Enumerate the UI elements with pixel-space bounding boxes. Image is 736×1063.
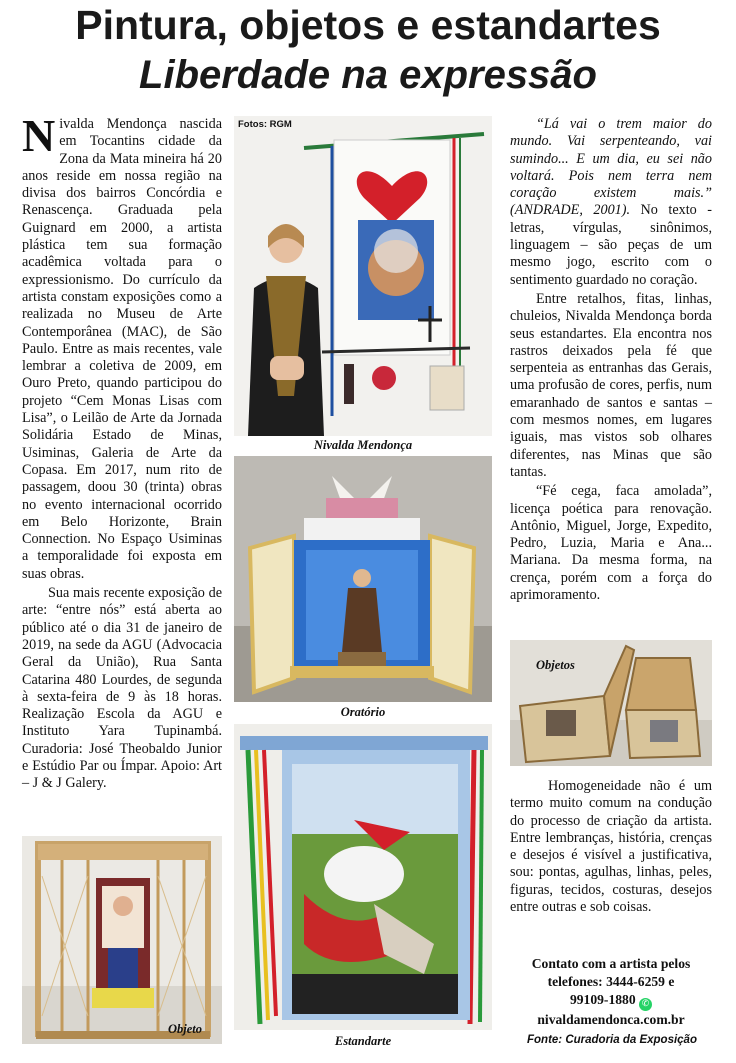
article-paragraph-3: “Lá vai o trem maior do mundo. Vai serpenteando, vai sumindo... E um dia, eu sei não voltará. Pois nem terra nem coração existem mais.” (ANDRADE, 2001). No texto - letras, vírgulas, sinônimos, linguagem – são peças de um mesmo jogo, escrito com o sentimento guardado no coração. xyxy=(510,116,712,288)
headline-line-2: Liberdade na expressão xyxy=(139,53,597,97)
article-column-3-upper xyxy=(510,116,712,604)
photo-estandarte xyxy=(234,724,492,1030)
whatsapp-icon: ✆ xyxy=(639,998,652,1011)
contact-line-2: telefones: 3444-6259 e xyxy=(547,974,675,989)
article-paragraph-2: Sua mais recente exposição de arte: “entre nós” está aberta ao público até o dia 31 de janeiro de 2019, na sede da AGU (Advocacia Geral da União), Rua Santa Catarina 480 Lourdes, de segunda à sexta-feira de 9 às 18 horas. Realização Escola da AGU e Instituto Yara Tupinambá. Curadoria: José Theobaldo Junior e Estúdio Par ou Ímpar. Apoio: Art – J & J Galery. xyxy=(22,585,222,792)
contact-block xyxy=(510,955,712,1029)
article-paragraph-4: Entre retalhos, fitas, linhas, chuleios, Nivalda Mendonça borda seus estandartes. Ela encontra nos rastros deixados pela fé que serpenteia as entranhas das Gerais, uma profusão de cores, perfis, num emaranhado de santos e santas – com mesmos nomes, em lugares iguais, mas vistos sob olhares diferentes, nas Minas que são tantas. xyxy=(510,290,712,480)
caption-artist: Nivalda Mendonça xyxy=(313,438,413,452)
drop-cap: N xyxy=(22,110,56,161)
contact-line-3: 99109-1880 ✆ xyxy=(510,991,712,1011)
caption-objeto: Objeto xyxy=(168,1022,203,1036)
artist-illustration xyxy=(234,116,492,436)
objeto-illustration xyxy=(22,836,222,1044)
article-paragraph-5: “Fé cega, faca amolada”, licença poética para renovação. Antônio, Miguel, Jorge, Expedito, Pedro, Luzia, Maria e Ana... Mariana. Da mesma forma, na crença, porém com a força do aprimoramento. xyxy=(510,483,712,604)
contact-line-1: Contato com a artista pelos xyxy=(531,956,691,971)
headline-line-1: Pintura, objetos e estandartes xyxy=(75,2,661,48)
source-note: Fonte: Curadoria da Exposição xyxy=(527,1034,697,1046)
article-paragraph-1: Nivalda Mendonça nascida em Tocantins cidade da Zona da Mata mineira há 20 anos reside em nossa região na divisa dos bairros Concórdia e Renascença. Graduada pela Guignard em 2000, a artista plástica tem sua formação acadêmica voltada para o expressionismo. Do currículo da artista constam exposições como a realizada no Museu de Arte Contemporânea (MAC), de São Paulo. Entre as mais recentes, vale lembrar a coletiva de 2009, em Ouro Preto, quando participou do projeto “Cem Monas Lisas com Lisa”, o Leilão de Arte da Jornada Solidária Estado de Minas, Usiminas, Galeria de Arte da Copasa. Em 2017, num rito de passagem, doou 30 (trinta) obras no evento internacional ocorrido em Belo Horizonte, Brain Connection. No Espaço Usiminas a temporalidade foi exposta em suas obras. xyxy=(22,110,222,582)
estandarte-illustration xyxy=(234,724,492,1030)
contact-website: nivaldamendonca.com.br xyxy=(537,1012,685,1027)
photo-credit: Fotos: RGM xyxy=(238,119,292,130)
drummond-quote: “Lá vai o trem maior do mundo. Vai serpenteando, vai sumindo... E um dia, eu sei não voltará. Pois nem terra nem coração existem mais.” (ANDRADE, 2001). xyxy=(510,116,712,219)
caption-estandarte: Estandarte xyxy=(334,1034,392,1048)
article-column-1 xyxy=(22,110,222,793)
caption-objetos: Objetos xyxy=(536,658,575,672)
caption-oratorio: Oratório xyxy=(340,705,386,719)
photo-oratorio xyxy=(234,456,492,702)
article-column-3-lower xyxy=(510,778,712,916)
article-paragraph-6: Homogeneidade não é um termo muito comum na condução do processo de criação da artista. Entre lembranças, história, crenças e desejos é visível a justificativa, sou: pontas, agulhas, linhas, peles, figuras, tecidos, costuras, desejos entre outras e sob coisas. xyxy=(510,778,712,916)
photo-objeto xyxy=(22,836,222,1044)
oratorio-illustration xyxy=(234,456,492,702)
photo-artist xyxy=(234,116,492,436)
